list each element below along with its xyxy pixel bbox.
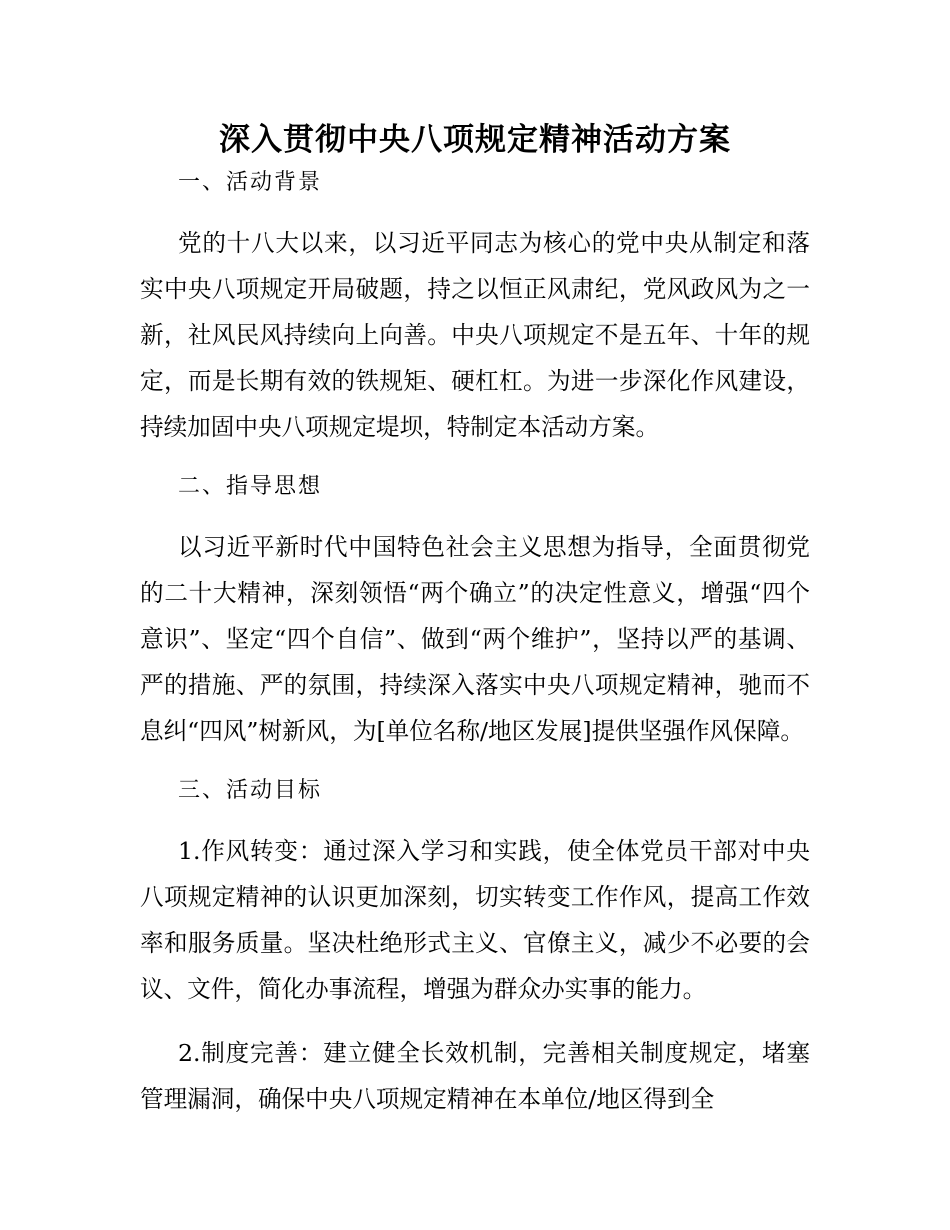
section-background bbox=[140, 168, 810, 450]
section-heading: 三、活动目标 bbox=[178, 778, 323, 803]
paragraph: 2.制度完善：建立健全长效机制，完善相关制度规定，堵塞管理漏洞，确保中央八项规定精神在本单位/地区得到全 bbox=[140, 1039, 810, 1113]
paragraph: 1.作风转变：通过深入学习和实践，使全体党员干部对中央八项规定精神的认识更加深刻，切实转变工作作风，提高工作效率和服务质量。坚决杜绝形式主义、官僚主义，减少不必要的会议、文件，简化办事流程，增强为群众办实事的能力。 bbox=[140, 837, 810, 1003]
paragraph: 以习近平新时代中国特色社会主义思想为指导，全面贯彻党的二十大精神，深刻领悟“两个确立”的决定性意义，增强“四个意识”、坚定“四个自信”、做到“两个维护”，坚持以严的基调、严的措施、严的氛围，持续深入落实中央八项规定精神，驰而不息纠“四风”树新风，为[单位名称/地区发展]提供坚强作风保障。 bbox=[140, 533, 810, 745]
section-goals bbox=[140, 776, 810, 1122]
section-heading: 一、活动背景 bbox=[178, 170, 323, 195]
section-guiding-ideology bbox=[140, 472, 810, 754]
document-title: 深入贯彻中央八项规定精神活动方案 bbox=[219, 122, 731, 158]
section-heading: 二、指导思想 bbox=[178, 474, 323, 499]
paragraph: 党的十八大以来，以习近平同志为核心的党中央从制定和落实中央八项规定开局破题，持之以恒正风肃纪，党风政风为之一新，社风民风持续向上向善。中央八项规定不是五年、十年的规定，而是长期有效的铁规矩、硬杠杠。为进一步深化作风建设，持续加固中央八项规定堤坝，特制定本活动方案。 bbox=[140, 229, 810, 441]
